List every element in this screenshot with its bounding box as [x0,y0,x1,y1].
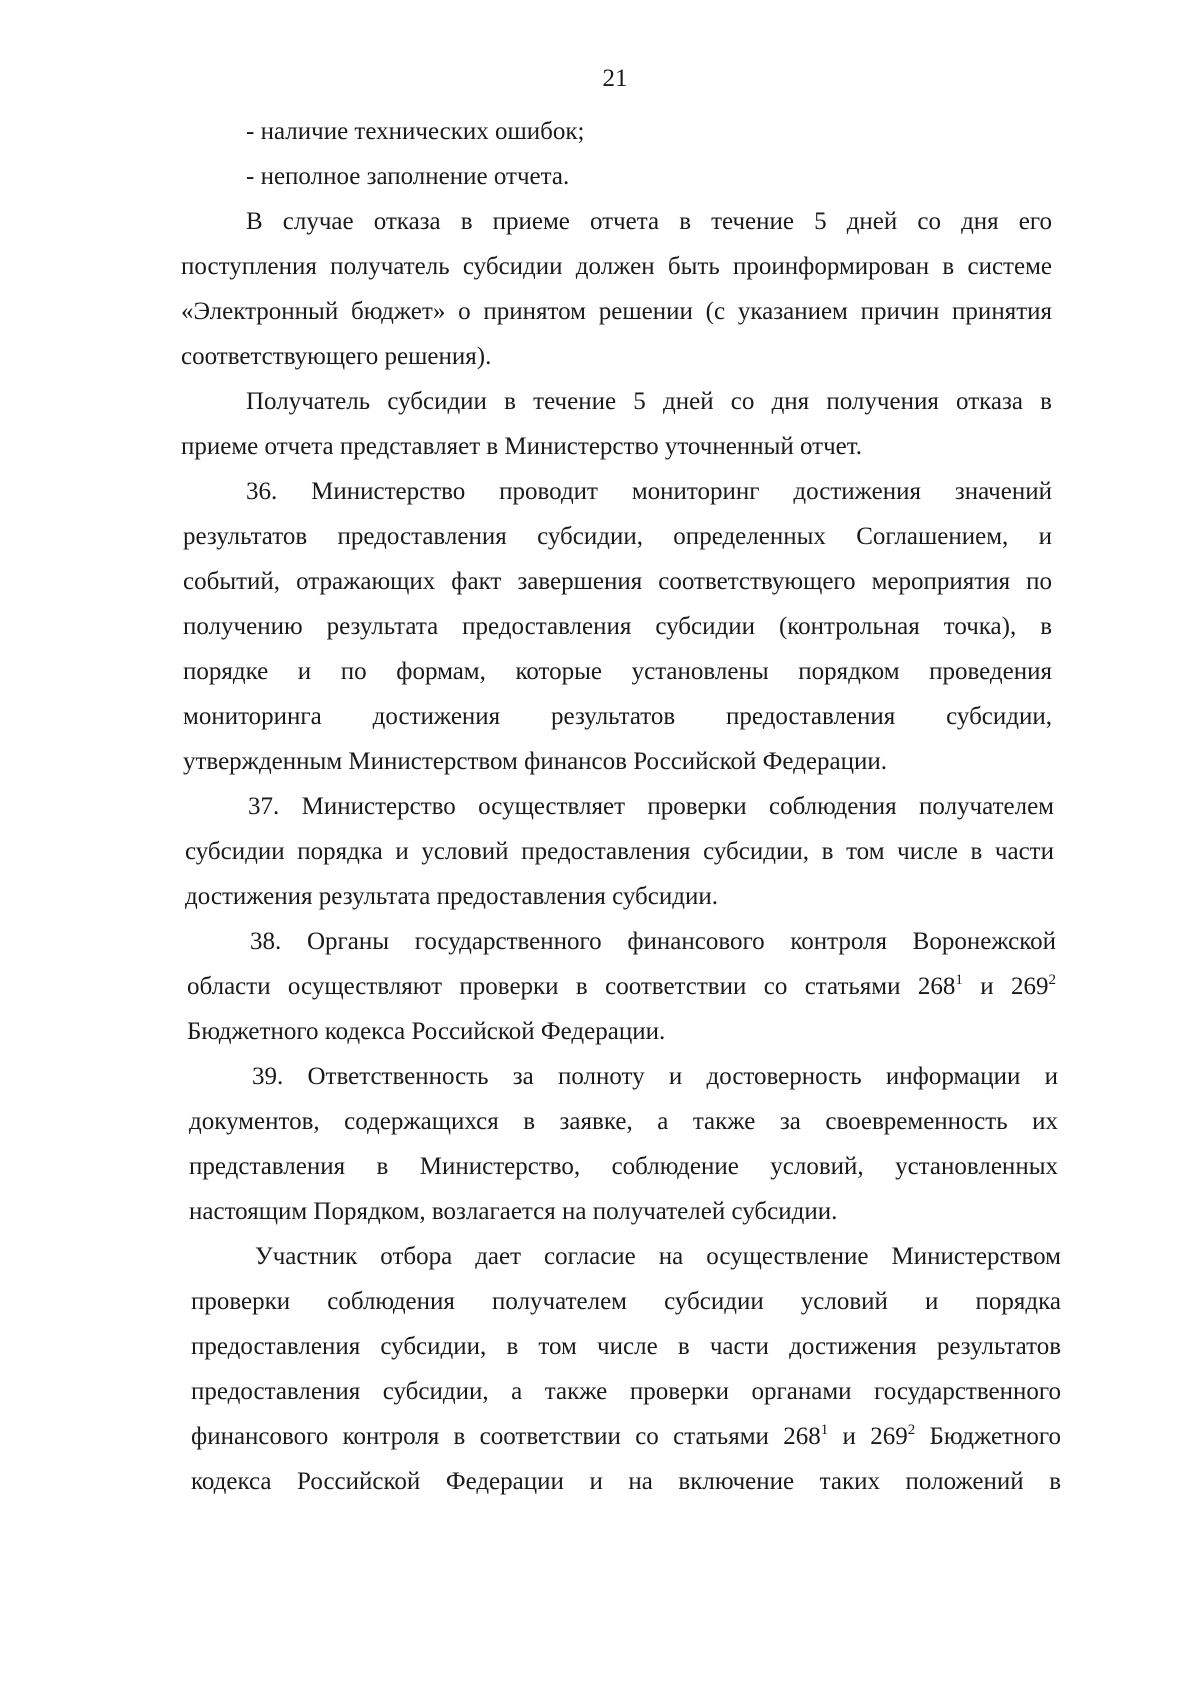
paragraph-line: поступления получатель субсидии должен быть проинформирован в системе [181,253,1052,280]
paragraph-line: предоставления субсидии, в том числе в части достижения результатов [191,1333,1061,1360]
page-number: 21 [602,65,628,92]
paragraph-line: соответствующего решения). [181,343,492,370]
paragraph-line: проверки соблюдения получателем субсидии условий и порядка [191,1288,1061,1315]
paragraph-line: «Электронный бюджет» о принятом решении (с указанием причин принятия [181,298,1052,325]
paragraph-line: документов, содержащихся в заявке, а также за своевременность их [189,1108,1058,1135]
paragraph-line: представления в Министерство, соблюдение условий, установленных [189,1153,1058,1180]
paragraph-line: порядке и по формам, которые установлены порядком проведения [183,658,1052,685]
paragraph-line: Бюджетного кодекса Российской Федерации. [187,1018,666,1045]
list-item: - наличие технических ошибок; [246,118,585,145]
paragraph-line: субсидии порядка и условий предоставления субсидии, в том числе в части [185,838,1054,865]
paragraph-line: мониторинга достижения результатов предоставления субсидии, [183,703,1052,730]
paragraph-line: 36. Министерство проводит мониторинг достижения значений [246,478,1052,505]
paragraph-line: настоящим Порядком, возлагается на получателей субсидии. [189,1198,838,1225]
paragraph-line: финансового контроля в соответствии со статьями $268^1$ и $269^2$ Бюджетного [191,1422,1061,1450]
paragraph-line: 37. Министерство осуществляет проверки соблюдения получателем [248,793,1054,820]
paragraph-line: 39. Ответственность за полноту и достоверность информации и [252,1063,1058,1090]
paragraph-line: утвержденным Министерством финансов Российской Федерации. [183,748,887,775]
paragraph-line: Получатель субсидии в течение 5 дней со дня получения отказа в [246,388,1052,415]
list-item: - неполное заполнение отчета. [246,163,570,190]
paragraph-line: предоставления субсидии, а также проверки органами государственного [191,1378,1061,1405]
paragraph-line: достижения результата предоставления субсидии. [185,883,718,910]
paragraph-line: области осуществляют проверки в соответствии со статьями $268^1$ и $269^2$ [187,972,1056,1000]
paragraph-line: 38. Органы государственного финансового контроля Воронежской [250,928,1056,955]
paragraph-line: Участник отбора дает согласие на осуществление Министерством [255,1243,1061,1270]
paragraph-line: кодекса Российской Федерации и на включение таких положений в [191,1468,1061,1495]
paragraph-line: В случае отказа в приеме отчета в течение 5 дней со дня его [246,208,1052,235]
paragraph-line: событий, отражающих факт завершения соответствующего мероприятия по [183,568,1052,595]
paragraph-line: приеме отчета представляет в Министерство уточненный отчет. [181,433,863,460]
paragraph-line: результатов предоставления субсидии, определенных Соглашением, и [183,523,1052,550]
paragraph-line: получению результата предоставления субсидии (контрольная точка), в [183,613,1052,640]
